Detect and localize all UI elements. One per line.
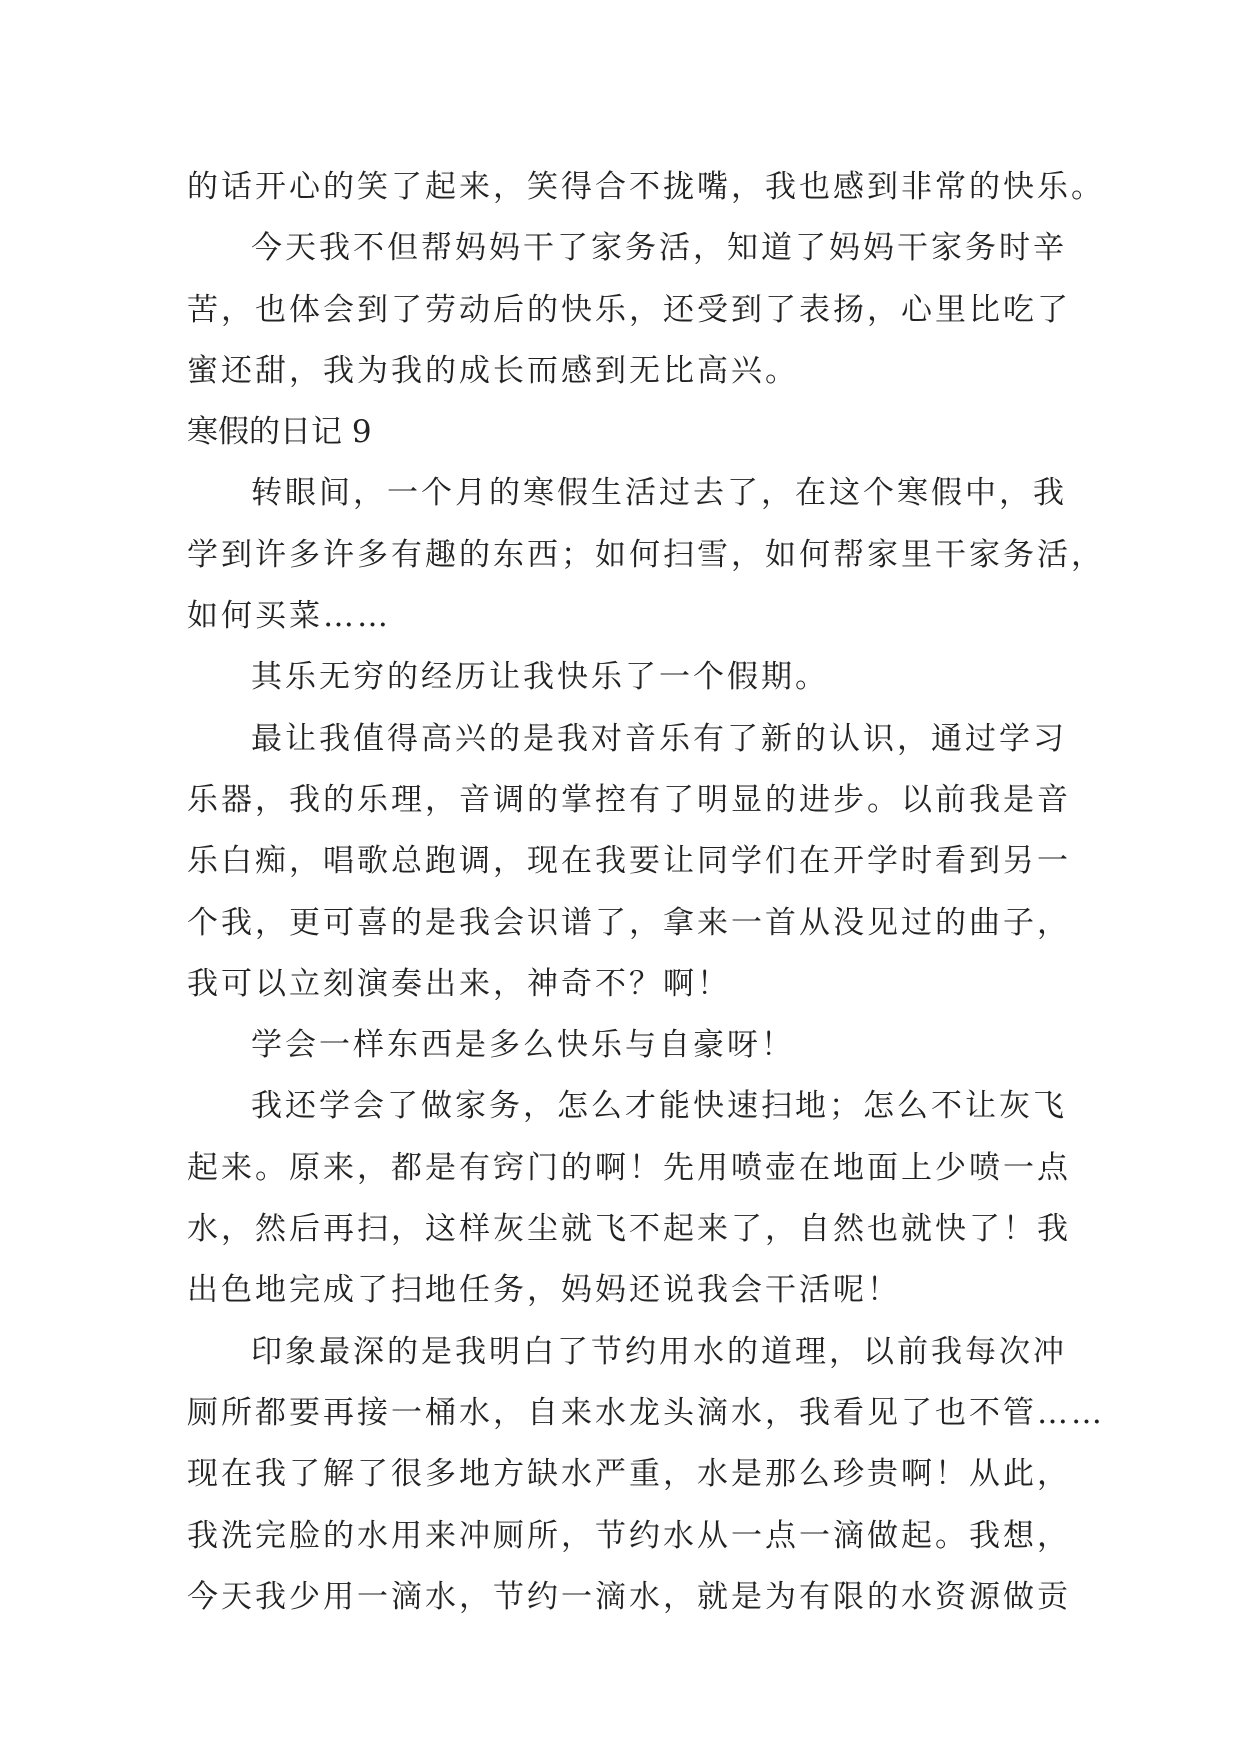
text-line: 我洗完脸的水用来冲厕所，节约水从一点一滴做起。我想， (187, 1517, 1071, 1554)
text-line: 学到许多许多有趣的东西；如何扫雪，如何帮家里干家务活， (187, 536, 1105, 573)
text-line: 印象最深的是我明白了节约用水的道理，以前我每次冲 (251, 1333, 1067, 1370)
text-line: 今天我少用一滴水，节约一滴水，就是为有限的水资源做贡 (187, 1578, 1071, 1615)
text-line: 乐白痴，唱歌总跑调，现在我要让同学们在开学时看到另一 (187, 843, 1071, 880)
text-line: 今天我不但帮妈妈干了家务活，知道了妈妈干家务时辛 (251, 230, 1067, 267)
text-line: 蜜还甜，我为我的成长而感到无比高兴。 (187, 352, 799, 389)
text-line: 我可以立刻演奏出来，神奇不？啊！ (187, 965, 731, 1002)
section-heading: 寒假的日记 9 (187, 414, 372, 451)
text-line: 我还学会了做家务，怎么才能快速扫地；怎么不让灰飞 (251, 1088, 1067, 1125)
text-line: 其乐无穷的经历让我快乐了一个假期。 (251, 659, 829, 696)
text-line: 起来。原来，都是有窍门的啊！先用喷壶在地面上少喷一点 (187, 1149, 1071, 1186)
text-line: 出色地完成了扫地任务，妈妈还说我会干活呢！ (187, 1272, 901, 1309)
text-line: 最让我值得高兴的是我对音乐有了新的认识，通过学习 (251, 720, 1067, 757)
text-line: 的话开心的笑了起来，笑得合不拢嘴，我也感到非常的快乐。 (187, 169, 1105, 205)
text-line: 现在我了解了很多地方缺水严重，水是那么珍贵啊！从此， (187, 1456, 1071, 1493)
text-line: 学会一样东西是多么快乐与自豪呀！ (251, 1027, 795, 1064)
document-body (187, 157, 1105, 1628)
text-line: 如何买菜…… (187, 598, 391, 635)
text-line: 转眼间，一个月的寒假生活过去了，在这个寒假中，我 (251, 475, 1067, 512)
text-line: 苦，也体会到了劳动后的快乐，还受到了表扬，心里比吃了 (187, 291, 1071, 328)
text-line: 厕所都要再接一桶水，自来水龙头滴水，我看见了也不管…… (187, 1394, 1105, 1431)
text-line: 个我，更可喜的是我会识谱了，拿来一首从没见过的曲子， (187, 904, 1071, 941)
text-line: 水，然后再扫，这样灰尘就飞不起来了，自然也就快了！我 (187, 1211, 1071, 1248)
text-line: 乐器，我的乐理，音调的掌控有了明显的进步。以前我是音 (187, 781, 1071, 818)
